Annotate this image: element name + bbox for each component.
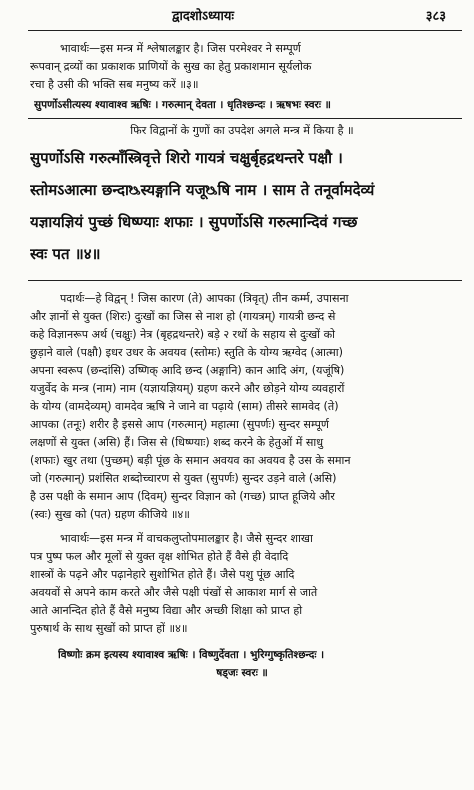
bhavartha4-line-1: भावार्थः—इस मन्त्र में वाचकलुप्तोपमालङ्कार है। जैसे सुन्दर शाखा <box>60 532 313 545</box>
bhavartha3-line-3: रचा है उसी की भक्ति सब मनुष्य करें ॥३॥ <box>30 78 199 91</box>
padartha-line-8: आपका (तनूः) शरीर है इससे आप (गरुत्मान्) महात्मा (सुपर्णः) सुन्दर सम्पूर्ण <box>30 418 329 431</box>
padartha-line-10: (शफाः) खुर तथा (पुच्छम्) बड़ी पूंछ के समान अवयव का अवयव है उस के समान <box>30 454 351 467</box>
mantra-line-1: सुपर्णोऽसि गरुत्माँस्त्रिवृत्ते शिरो गायत्रं चक्षुर्बृहद्रथन्तरे पक्षौ । <box>30 149 343 167</box>
bhavartha4-line-5: आते आनन्दित होते हैं वैसे मनुष्य विद्या और अच्छी शिक्षा को प्राप्त हो <box>30 604 303 617</box>
padartha-line-13: (स्वः) सुख को (पत) ग्रहण कीजिये ॥४॥ <box>30 508 190 521</box>
padartha-line-1: पदार्थः—हे विद्वन् ! जिस कारण (ते) आपका (त्रिवृत्) तीन कर्म्म, उपासना <box>60 292 349 305</box>
padartha-line-7: के योग्य (वामदेव्यम्) वामदेव ऋषि ने जाने वा पढ़ाये (साम) तीसरे सामवेद (ते) <box>30 400 339 413</box>
padartha-line-9: लक्षणों से युक्त (असि) हैं। जिस से (धिष्ण्याः) शब्द करने के हेतुओं में साधु <box>30 436 324 449</box>
padartha-line-11: जो (गरुत्मान्) प्रशंसित शब्दोच्चारण से युक्त (सुपर्णः) सुन्दर उड़ने वाले (असि) <box>30 472 337 485</box>
padartha-line-3: कहे विज्ञानरूप अर्थ (चक्षुः) नेत्र (बृहद्रथन्तरे) बड़े २ रथों के सहाय से दुःखों को <box>30 328 335 341</box>
next-meta-line-2: षड्जः स्वरः ॥ <box>216 667 268 679</box>
chapter-title: द्वादशोऽध्यायः <box>172 9 234 24</box>
next-meta-line-1: विष्णोः क्रम इत्यस्य श्यावाश्व ऋषिः । विष्णुर्देवता । भुरिग्गुष्कृतिश्छन्दः । <box>58 649 325 661</box>
mantra-meta-line: सुपर्णोऽसीत्यस्य श्यावाश्व ऋषिः । गरुत्मान् देवता । धृतिश्छन्दः । ऋषभः स्वरः ॥ <box>34 99 331 111</box>
mantra-rule <box>28 280 462 281</box>
mantra-line-2: स्तोमऽआत्मा छन्दाᳬस्यङ्गानि यजूᳬषि नाम । साम ते तनूर्वामदेव्यं <box>30 181 375 199</box>
mantra-line-4: स्वः पत ॥४॥ <box>30 245 101 263</box>
mantra-line-3: यज्ञायज्ञियं पुच्छं धिष्ण्याः शफाः । सुपर्णोऽसि गरुत्मान्दिवं गच्छ <box>30 213 358 231</box>
bhavartha4-line-6: पुरुषार्थ के साथ सुखों को प्राप्त हों ॥४॥ <box>30 622 188 635</box>
padartha-line-6: यजुर्वेद के मन्त्र (नाम) नाम (यज्ञायज्ञियम्) ग्रहण करने और छोड़ने योग्य व्यवहारों <box>30 382 345 395</box>
bhavartha4-line-3: शास्त्रों के पढ़ने और पढ़ानेहारे सुशोभित होते हैं। जैसे पशु पूंछ आदि <box>30 568 295 581</box>
page-header <box>30 6 460 26</box>
bhavartha4-line-2: पत्र पुष्प फल और मूलों से युक्त वृक्ष शोभित होते हैं वैसे ही वेदादि <box>30 550 289 563</box>
bhavartha3-line-2: रूपवान् द्रव्यों का प्रकाशक प्राणियों के सुख का हेतु प्रकाशमान सूर्यलोक <box>30 60 312 73</box>
padartha-line-4: छुड़ाने वाले (पक्षौ) इधर उधर के अवयव (स्तोमः) स्तुति के योग्य ऋग्वेद (आत्मा) <box>30 346 343 359</box>
mantra-intro: फिर विद्वानों के गुणों का उपदेश अगले मन्त्र में किया है ॥ <box>130 124 354 137</box>
page-number: ३८३ <box>425 9 446 24</box>
bhavartha3-line-1: भावार्थः—इस मन्त्र में श्लेषालङ्कार है। जिस परमेश्वर ने सम्पूर्ण <box>60 42 301 55</box>
section-rule <box>28 118 462 119</box>
padartha-line-5: अपना स्वरूप (छन्दांसि) उष्णिक् आदि छन्द (अङ्गानि) कान आदि अंग, (यजूंषि) <box>30 364 345 377</box>
bhavartha4-line-4: अवयवों से अपने काम करते और जैसे पक्षी पंखों से आकाश मार्ग से जाते <box>30 586 318 599</box>
header-rule <box>28 30 462 31</box>
padartha-line-12: है उस पक्षी के समान आप (दिवम्) सुन्दर विज्ञान को (गच्छ) प्राप्त हूजिये और <box>30 490 335 503</box>
padartha-line-2: और ज्ञानों से युक्त (शिरः) दुःखों का जिस से नाश हो (गायत्रम्) गायत्री छन्द से <box>30 310 336 323</box>
